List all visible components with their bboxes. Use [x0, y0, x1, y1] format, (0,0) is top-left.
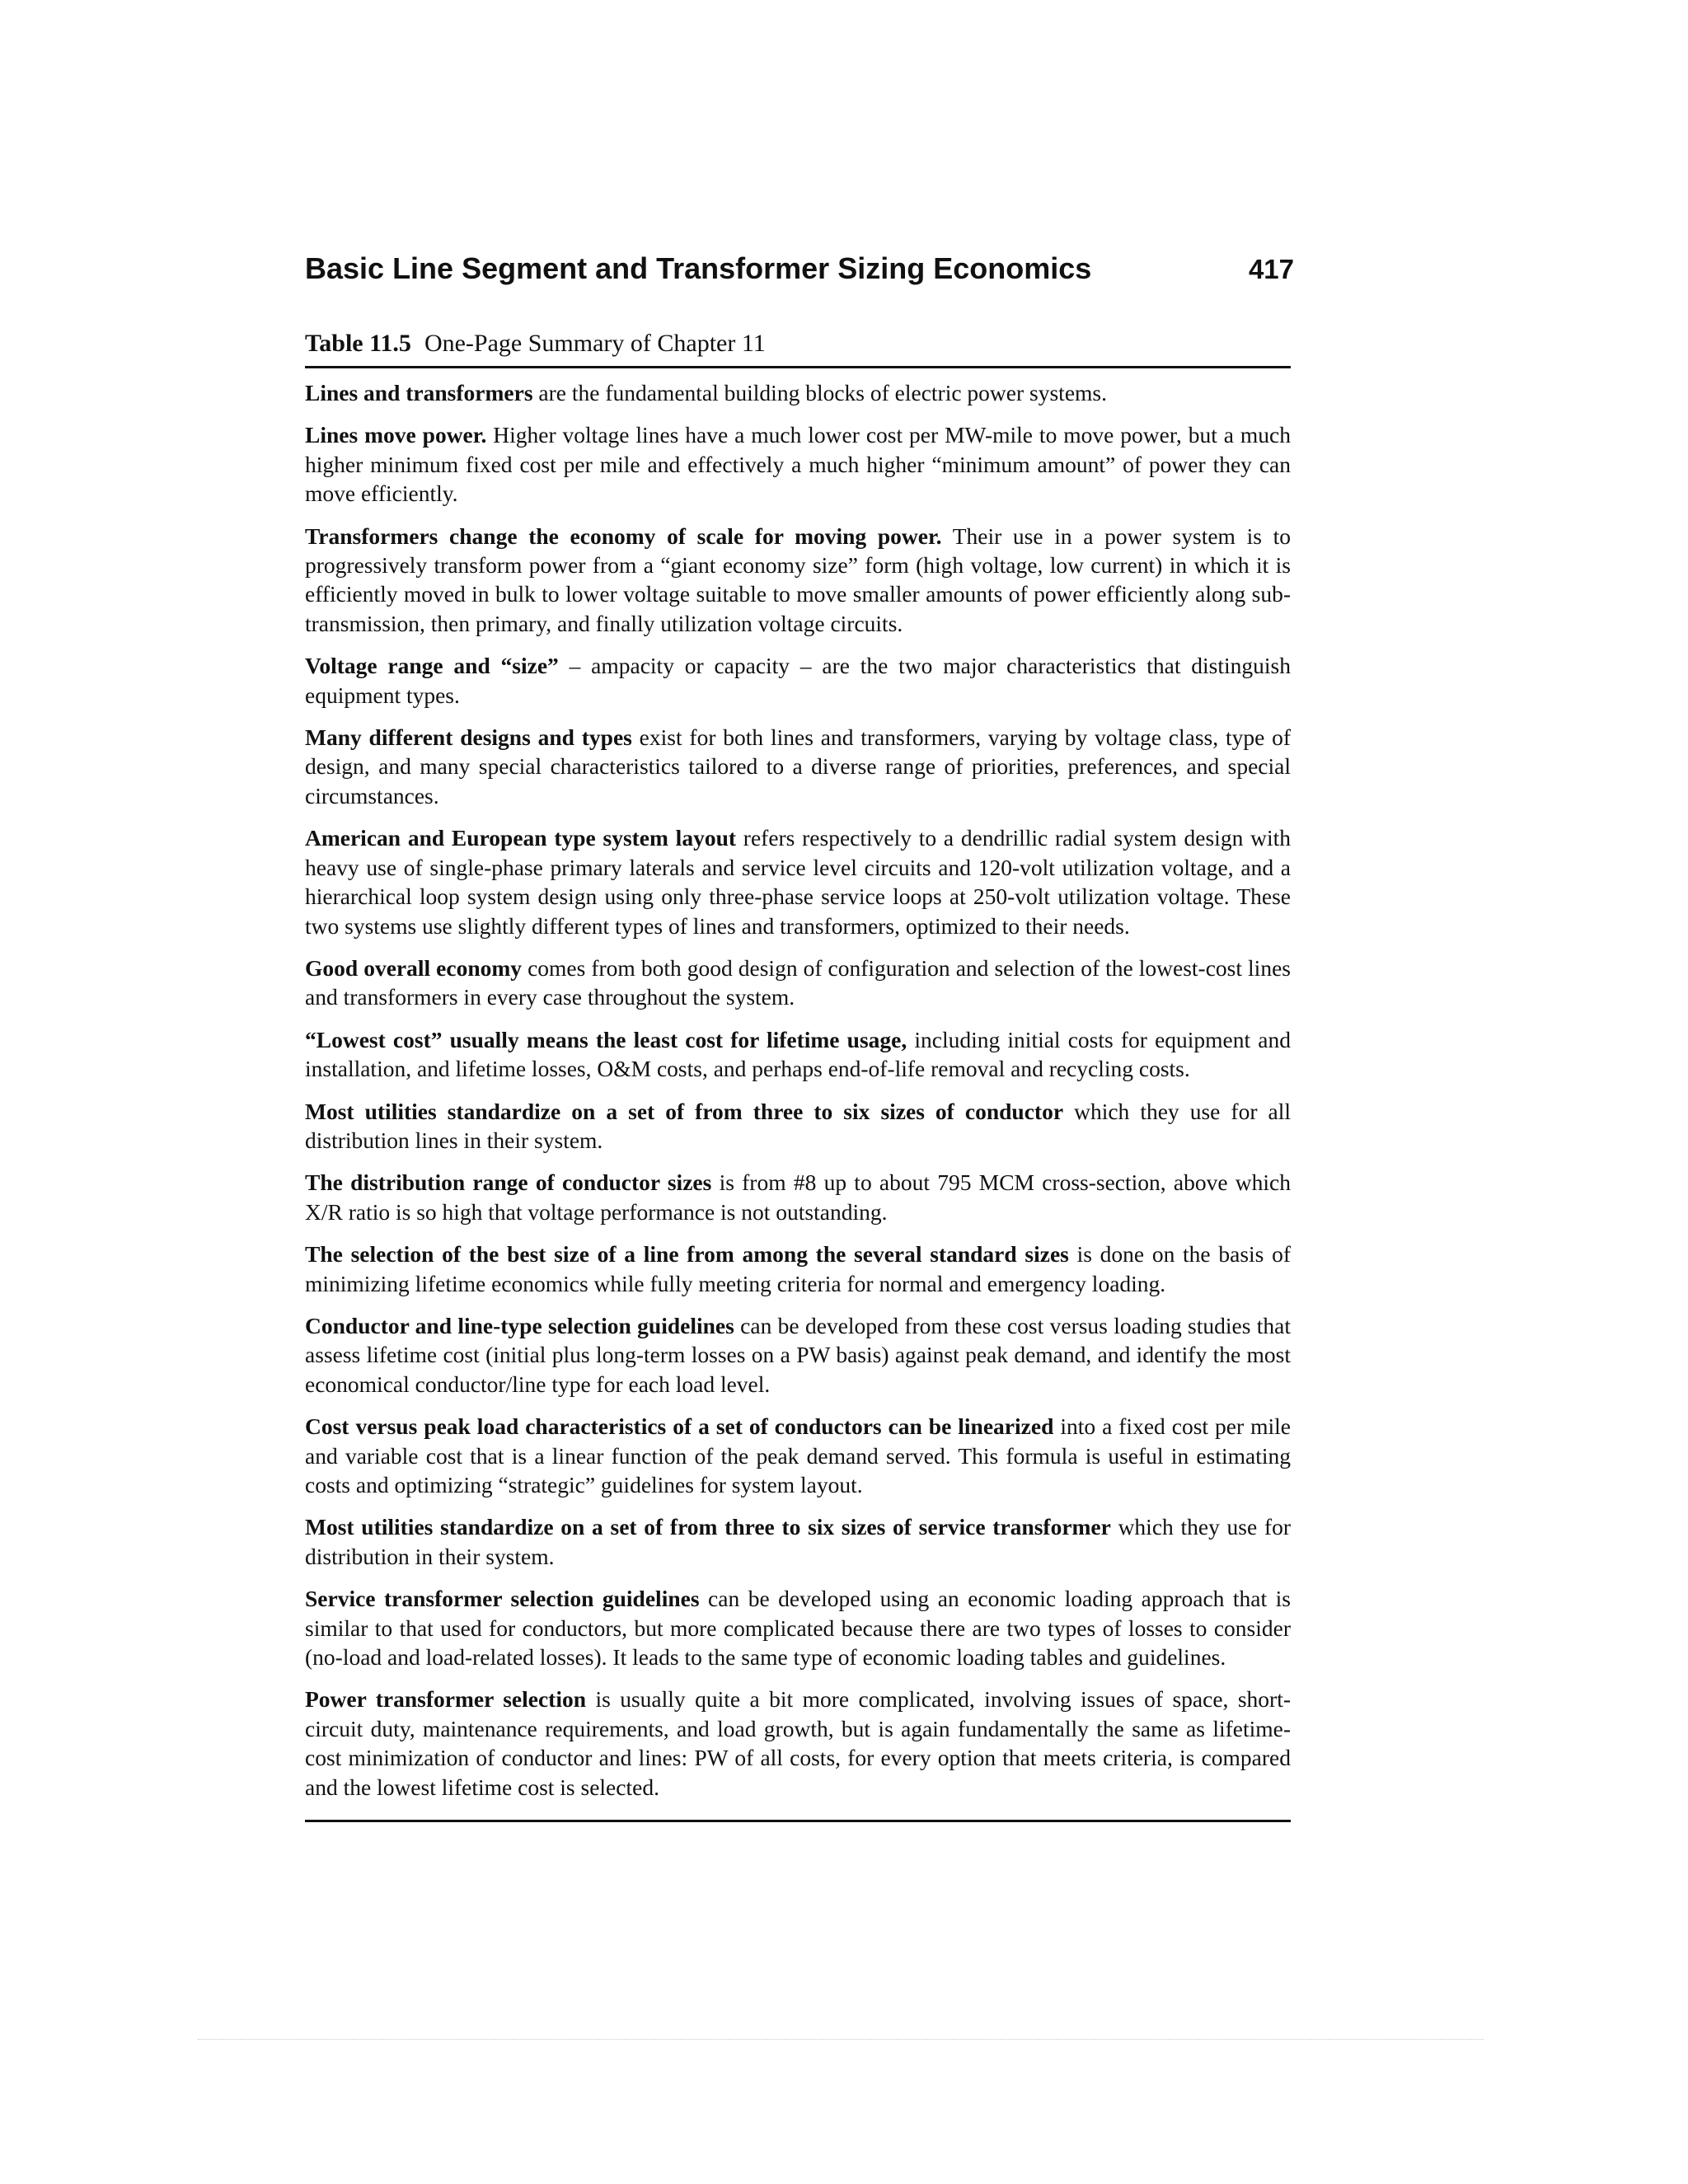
entry-lead: Cost versus peak load characteristics of a set of conductors can be linearized	[305, 1413, 1054, 1440]
summary-entry	[305, 651, 1291, 710]
scan-artifact-divider	[198, 2039, 1484, 2043]
summary-entry	[305, 1311, 1291, 1399]
entry-text: refers respectively to a dendrillic radial system design with heavy use of single-phase primary laterals and service level circuits and 120-volt utilization voltage, and a hierarchical loop system design using only three-phase service loops at 250-volt utilization voltage. These two systems use slightly different types of lines and transformers, optimized to their needs.	[305, 825, 1291, 939]
summary-entry	[305, 1412, 1291, 1499]
entry-lead: American and European type system layout	[305, 825, 737, 851]
entry-lead: Most utilities standardize on a set of from three to six sizes of service transformer	[305, 1514, 1111, 1540]
summary-entry	[305, 522, 1291, 639]
summary-entry	[305, 823, 1291, 940]
summary-entry	[305, 1512, 1291, 1571]
entry-text: are the fundamental building blocks of electric power systems.	[532, 380, 1107, 405]
summary-entry	[305, 1097, 1291, 1155]
entry-lead: Lines and transformers	[305, 380, 533, 405]
entry-lead: Lines move power.	[305, 422, 487, 448]
page-number: 417	[1248, 254, 1294, 284]
entry-text: is usually quite a bit more complicated, involving issues of space, short-circuit duty, maintenance requirements, and load growth, but is again fundamentally the same as lifetime-cost minimization of conductor and lines: PW of all costs, for every option that meets criteria, is compared and the lowest lifetime cost is selected.	[305, 1686, 1292, 1800]
summary-entry	[305, 1168, 1291, 1226]
table-caption	[305, 328, 1291, 368]
summary-entry	[305, 1025, 1291, 1084]
summary-entry	[305, 954, 1291, 1012]
table-title: One-Page Summary of Chapter 11	[424, 330, 766, 357]
entry-lead: Voltage range and “size”	[305, 653, 559, 679]
entry-lead: Power transformer selection	[305, 1686, 587, 1713]
entry-text: which they use for distribution in their system.	[305, 1514, 1291, 1569]
entry-text: Higher voltage lines have a much lower cost per MW-mile to move power, but a much higher minimum fixed cost per mile and effectively a much higher “minimum amount” of power they can move efficiently.	[305, 422, 1291, 507]
summary-entry	[305, 1584, 1291, 1671]
entry-text: exist for both lines and transformers, varying by voltage class, type of design, and many special characteristics tailored to a diverse range of priorities, preferences, and special circumstances.	[305, 724, 1292, 808]
summary-entry	[305, 1240, 1291, 1298]
summary-entry	[305, 723, 1291, 810]
summary-entry	[305, 378, 1291, 407]
entry-text: into a fixed cost per mile and variable cost that is a linear function of the peak demand served. This formula is useful in estimating costs and optimizing “strategic” guidelines for system layout.	[305, 1413, 1291, 1497]
summary-entry	[305, 1685, 1291, 1802]
entry-lead: Most utilities standardize on a set of from three to six sizes of conductor	[305, 1098, 1064, 1124]
entry-lead: Conductor and line-type selection guidelines	[305, 1312, 734, 1338]
entry-lead: Good overall economy	[305, 954, 523, 981]
running-head	[305, 247, 1294, 297]
entry-lead: “Lowest cost” usually means the least cost for lifetime usage,	[305, 1026, 907, 1052]
entry-lead: Transformers change the economy of scale for moving power.	[305, 523, 942, 549]
entry-lead: The distribution range of conductor sizes	[305, 1169, 712, 1196]
entry-text: comes from both good design of configuration and selection of the lowest-cost lines and transformers in every case throughout the system.	[305, 954, 1291, 1010]
entry-text: can be developed from these cost versus loading studies that assess lifetime cost (initial plus long-term losses on a PW basis) against peak demand, and identify the most economical conductor/line type for each load level.	[305, 1312, 1292, 1397]
entry-lead: Many different designs and types	[305, 724, 632, 751]
summary-table	[305, 328, 1291, 1822]
table-label: Table 11.5	[305, 330, 411, 357]
entry-text: is done on the basis of minimizing lifetime economics while fully meeting criteria for normal and emergency loading.	[305, 1241, 1291, 1296]
entry-text: – ampacity or capacity – are the two major characteristics that distinguish equipment types.	[305, 653, 1291, 708]
table-bottom-rule	[305, 1820, 1291, 1822]
entry-text: which they use for all distribution lines in their system.	[305, 1098, 1292, 1153]
entry-lead: The selection of the best size of a line from among the several standard sizes	[305, 1241, 1069, 1268]
summary-entry	[305, 420, 1291, 508]
entry-text: is from #8 up to about 795 MCM cross-section, above which X/R ratio is so high that voltage performance is not outstanding.	[305, 1169, 1291, 1225]
entry-text: including initial costs for equipment and installation, and lifetime losses, O&M costs, and perhaps end-of-life removal and recycling costs.	[305, 1026, 1292, 1082]
entry-text: can be developed using an economic loading approach that is similar to that used for conductors, but more complicated because there are two types of losses to consider (no-load and load-related losses). It leads to the same type of economic loading tables and guidelines.	[305, 1586, 1291, 1671]
running-head-title: Basic Line Segment and Transformer Sizing Economics	[305, 251, 1092, 285]
summary-entries	[305, 368, 1291, 1802]
entry-lead: Service transformer selection guidelines	[305, 1586, 700, 1612]
entry-text: Their use in a power system is to progressively transform power from a “giant economy size” form (high voltage, low current) in which it is efficiently moved in bulk to lower voltage suitable to move smaller amounts of power efficiently along sub-transmission, then primary, and finally utilization voltage circuits.	[305, 523, 1292, 636]
